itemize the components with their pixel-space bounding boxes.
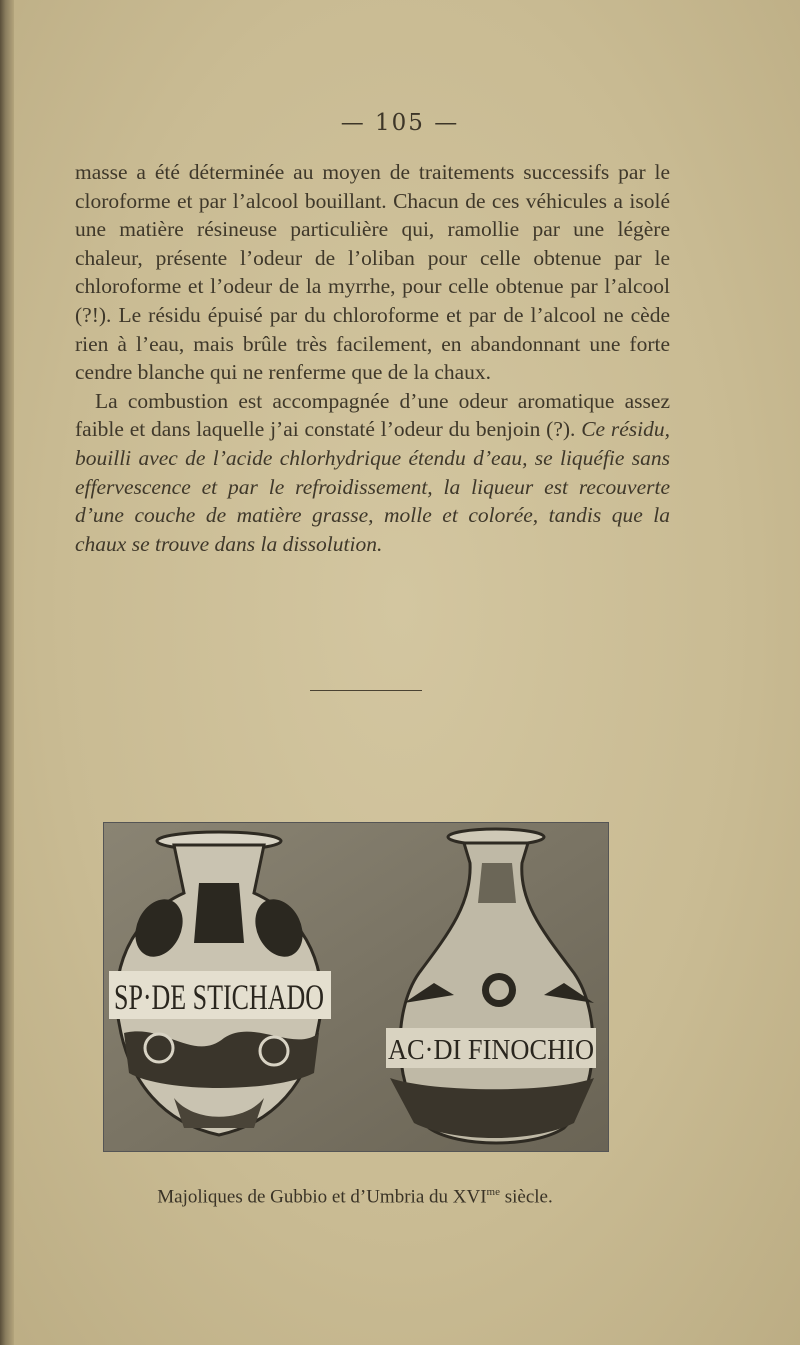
caption-superscript: me	[486, 1186, 500, 1198]
right-jar-inscription: AC·DI FINOCHIO	[388, 1035, 594, 1066]
body-text	[75, 158, 670, 558]
caption-end: siècle.	[499, 1186, 553, 1208]
majolica-photograph	[103, 822, 609, 1152]
section-divider	[310, 690, 422, 691]
figure-caption	[0, 1186, 710, 1208]
paragraph-2	[75, 387, 670, 559]
page-number: — 105 —	[340, 110, 460, 136]
paragraph-2-roman: La combustion est accompagnée d’une odeur aromatique assez faible et dans laquelle j’ai constaté l’odeur du benjoin (?).	[75, 388, 670, 442]
paragraph-2-italic: Ce résidu, bouilli avec de l’acide chlorhydrique étendu d’eau, se liquéfie sans effervescence et par le refroidissement, la liqueur est recouverte d’une couche de matière grasse, molle et colorée, tandis que la chaux se trouve dans la dissolution.	[75, 417, 670, 556]
caption-text: Majoliques de Gubbio et d’Umbria du XVI	[157, 1186, 487, 1208]
left-jar-inscription: SP·DE STICHADO	[114, 977, 324, 1017]
book-spine-shadow	[0, 0, 14, 1345]
paragraph-1: masse a été déterminée au moyen de traitements successifs par le cloroforme et par l’alcool bouillant. Chacun de ces véhicules a isolé une matière résineuse particulière qui, ramollie par une légère chaleur, présente l’odeur de l’oliban pour celle obtenue par le chloroforme et l’odeur de la myrrhe, pour celle obtenue par l’alcool (?!). Le résidu épuisé par du chloroforme et par de l’alcool ne cède rien à l’eau, mais brûle très facilement, en abandonnant une forte cendre blanche qui ne renferme que de la chaux.	[75, 160, 670, 385]
majolica-jars-illustration	[104, 823, 608, 1151]
